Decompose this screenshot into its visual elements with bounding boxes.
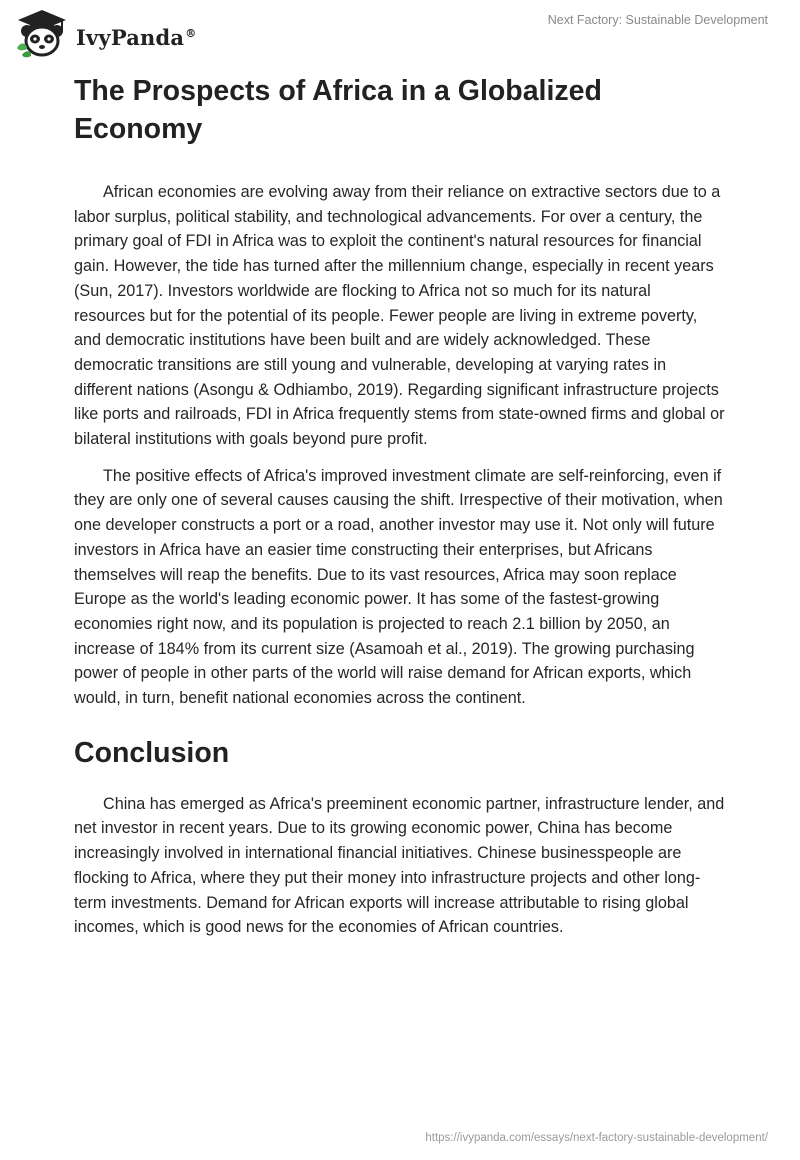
panda-graduate-icon bbox=[14, 8, 70, 60]
conclusion-paragraph: China has emerged as Africa's preeminent economic partner, infrastructure lender, and net investor in recent years. Due to its growing economic power, China has become increasingly involved in international financial initiatives. Chinese businesspeople are flocking to Africa, where they put their money into infrastructure projects and other long-term investments. Demand for African exports will increase attributable to rising global incomes, which is good news for the economies of African countries. bbox=[74, 794, 725, 937]
conclusion-heading: Conclusion bbox=[74, 736, 230, 769]
source-url[interactable]: https://ivypanda.com/essays/next-factory-sustainable-development/ bbox=[425, 1132, 768, 1144]
article-title: The Prospects of Africa in a Globalized Economy bbox=[74, 75, 602, 145]
article-body bbox=[74, 72, 726, 940]
paragraph-1: African economies are evolving away from their reliance on extractive sectors due to a labor surplus, political stability, and technological advancements. For over a century, the primary goal of FDI in Africa was to exploit the continent's natural resources for financial gain. However, the tide has turned after the millennium change, especially in recent years (Sun, 2017). Investors worldwide are flocking to Africa not so much for its natural resources but for the potential of its people. Fewer people are living in extreme poverty, and democratic institutions have been built and are widely acknowledged. These democratic transitions are still young and vulnerable, developing at varying rates in different nations (Asongu & Odhiambo, 2019). Regarding significant infrastructure projects like ports and railroads, FDI in Africa frequently stems from state-owned firms and global or bilateral institutions with goals beyond pure profit. bbox=[74, 183, 725, 449]
paragraph-2: The positive effects of Africa's improved investment climate are self-reinforcing, even if they are only one of several causes causing the shift. Irrespective of their motivation, when one developer constructs a port or a road, another investor may use it. Not only will future investors in Africa have an easier time constructing their enterprises, but Africans themselves will reap the benefits. Due to its vast resources, Africa may soon replace Europe as the world's leading economic power. It has some of the fastest-growing economies right now, and its population is projected to reach 2.1 billion by 2050, an increase of 184% from its current size (Asamoah et al., 2019). The growing purchasing power of people in other parts of the world will raise demand for African exports, which would, in turn, benefit national economies across the continent. bbox=[74, 466, 723, 708]
document-title: Next Factory: Sustainable Development bbox=[547, 13, 768, 27]
brand-name: IvyPanda® bbox=[76, 24, 197, 50]
registered-mark: ® bbox=[185, 26, 197, 40]
page-header bbox=[0, 0, 800, 70]
ivypanda-logo[interactable] bbox=[14, 8, 196, 60]
